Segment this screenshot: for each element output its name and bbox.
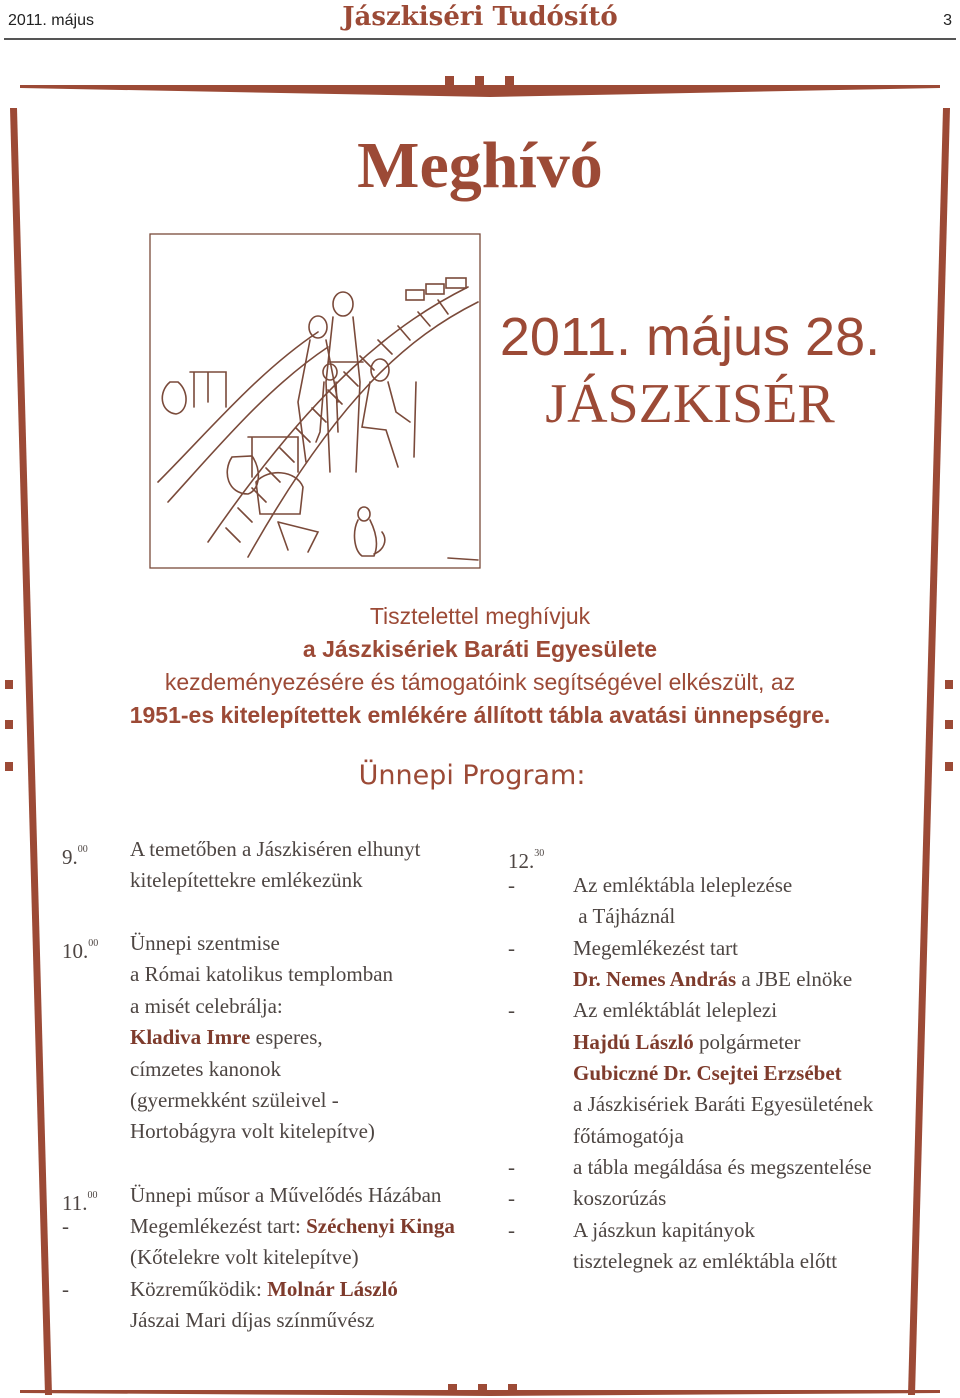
invitation-line: Tisztelettel meghívjuk — [369, 603, 591, 629]
time-label: 11.00 — [62, 1190, 98, 1215]
program-item: Gubiczné Dr. Csejtei Erzsébet — [573, 1061, 842, 1085]
left-square — [5, 680, 13, 689]
time-label: 10.00 — [62, 938, 99, 963]
dash: - — [508, 1186, 515, 1210]
program-item: Ünnepi szentmise — [130, 931, 280, 955]
program-item: kitelepítettekre emlékezünk — [130, 868, 363, 892]
invitation-line: a Jászkisériek Baráti Egyesülete — [302, 636, 658, 662]
invitation-line: 1951-es kitelepítettek emlékére állított tábla avatási ünnepségre. — [129, 702, 831, 728]
program-title: Ünnepi Program: — [358, 760, 586, 791]
right-square — [945, 762, 953, 771]
program-item: címzetes kanonok — [130, 1057, 282, 1081]
program-item: Dr. Nemes András a JBE elnöke — [573, 967, 853, 991]
program-item: Kladiva Imre esperes, — [130, 1025, 323, 1049]
program-item: a tábla megáldása és megszentelése — [573, 1155, 872, 1179]
dash: - — [508, 1155, 515, 1179]
program-item: Megemlékezést tart: Széchenyi Kinga — [130, 1214, 455, 1238]
event-date: 2011. május 28. — [499, 307, 881, 367]
program-item: a Római katolikus templomban — [130, 962, 394, 986]
program-item: a misét celebrálja: — [130, 994, 283, 1018]
program-item: koszorúzás — [573, 1186, 667, 1210]
program-item: Hortobágyra volt kitelepítve) — [130, 1119, 375, 1143]
event-place: JÁSZKISÉR — [545, 373, 835, 435]
time-label: 9.00 — [62, 844, 88, 869]
dash: - — [62, 1214, 69, 1238]
dash: - — [508, 998, 515, 1022]
issue-date: 2011. május — [8, 12, 94, 29]
top-square — [505, 76, 514, 85]
left-border-bar — [10, 108, 52, 1395]
page-number: 3 — [943, 12, 952, 29]
bottom-square — [448, 1384, 457, 1393]
program-item: Megemlékezést tart — [573, 936, 739, 960]
program-item: (gyermekként szüleivel - — [130, 1088, 339, 1112]
time-label: 12.30 — [508, 848, 545, 873]
program-item: Az emléktáblát leleplezi — [573, 998, 778, 1022]
right-border-bar — [908, 108, 950, 1395]
right-square — [945, 720, 953, 729]
masthead: Jászkiséri Tudósító — [342, 2, 618, 32]
invitation-line: kezdeményezésére és támogatóink segítségével elkészült, az — [164, 669, 796, 695]
right-square — [945, 680, 953, 689]
dash: - — [508, 873, 515, 897]
program-item: Közreműködik: Molnár László — [130, 1277, 398, 1301]
program-item: A jászkun kapitányok — [573, 1218, 755, 1242]
program-item: Ünnepi műsor a Művelődés Házában — [130, 1183, 442, 1207]
top-square — [445, 76, 454, 85]
program-item: a Tájháznál — [573, 904, 676, 928]
program-item: Jászai Mari díjas színművész — [130, 1308, 375, 1332]
program-item: A temetőben a Jászkiséren elhunyt — [130, 837, 421, 861]
deportation-sketch-illustration — [148, 232, 488, 572]
left-square — [5, 720, 13, 729]
program-item: főtámogatója — [573, 1124, 684, 1148]
top-square — [475, 76, 484, 85]
invitation-text — [100, 600, 860, 732]
program-item: (Kőtelekre volt kitelepítve) — [130, 1245, 359, 1269]
program-item: a Jászkisériek Baráti Egyesületének — [573, 1092, 874, 1116]
bottom-square — [508, 1384, 517, 1393]
program-item: Az emléktábla leleplezése — [573, 873, 793, 897]
dash: - — [508, 1218, 515, 1242]
program-item: Hajdú László polgármeter — [573, 1030, 801, 1054]
top-border-bar — [20, 85, 940, 97]
dash: - — [62, 1277, 69, 1301]
invitation-title: Meghívó — [357, 129, 603, 202]
bottom-square — [478, 1384, 487, 1393]
dash: - — [508, 936, 515, 960]
program-item: tisztelegnek az emléktábla előtt — [573, 1249, 838, 1273]
